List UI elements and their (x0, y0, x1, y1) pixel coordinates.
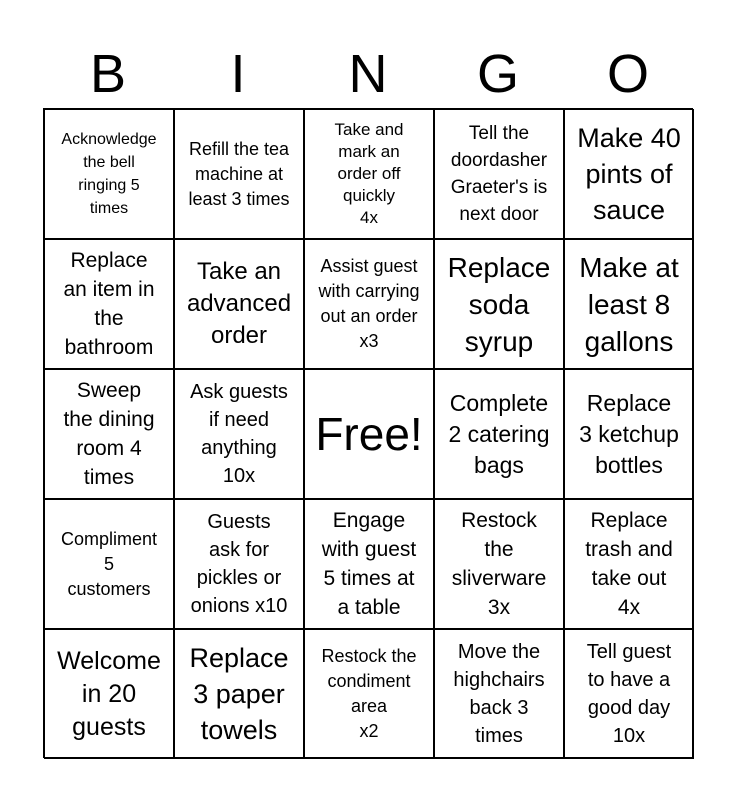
bingo-cell-r2c5: Make at least 8 gallons (564, 239, 694, 369)
bingo-cell-r4c3: Engage with guest 5 times at a table (304, 499, 434, 629)
bingo-cell-r3c2: Ask guests if need anything 10x (174, 369, 304, 499)
bingo-board (43, 108, 693, 758)
header-letter-n: N (348, 44, 388, 104)
header-letter-o: O (606, 44, 649, 104)
bingo-cell-r3c5: Replace 3 ketchup bottles (564, 369, 694, 499)
bingo-cell-r3c4: Complete 2 catering bags (434, 369, 564, 499)
header-letter-i: I (230, 44, 246, 104)
bingo-cell-r2c4: Replace soda syrup (434, 239, 564, 369)
bingo-cell-r2c3: Assist guest with carrying out an order x3 (304, 239, 434, 369)
bingo-cell-r3c1: Sweep the dining room 4 times (44, 369, 174, 499)
bingo-cell-r2c1: Replace an item in the bathroom (44, 239, 174, 369)
bingo-cell-r4c2: Guests ask for pickles or onions x10 (174, 499, 304, 629)
bingo-cell-r4c1: Compliment 5 customers (44, 499, 174, 629)
bingo-cell-r1c1: Acknowledge the bell ringing 5 times (44, 109, 174, 239)
bingo-cell-r1c2: Refill the tea machine at least 3 times (174, 109, 304, 239)
header-letter-b: B (89, 44, 127, 104)
bingo-cell-r4c5: Replace trash and take out 4x (564, 499, 694, 629)
header-letter-g: G (476, 44, 519, 104)
bingo-cell-r5c5: Tell guest to have a good day 10x (564, 629, 694, 759)
bingo-cell-r5c1: Welcome in 20 guests (44, 629, 174, 759)
bingo-cell-r5c3: Restock the condiment area x2 (304, 629, 434, 759)
bingo-cell-r2c2: Take an advanced order (174, 239, 304, 369)
bingo-cell-r4c4: Restock the sliverware 3x (434, 499, 564, 629)
bingo-cell-r5c2: Replace 3 paper towels (174, 629, 304, 759)
bingo-cell-free: Free! (304, 369, 434, 499)
bingo-cell-r1c3: Take and mark an order off quickly 4x (304, 109, 434, 239)
bingo-header (43, 40, 693, 108)
bingo-cell-r1c4: Tell the doordasher Graeter's is next door (434, 109, 564, 239)
bingo-cell-r5c4: Move the highchairs back 3 times (434, 629, 564, 759)
bingo-cell-r1c5: Make 40 pints of sauce (564, 109, 694, 239)
